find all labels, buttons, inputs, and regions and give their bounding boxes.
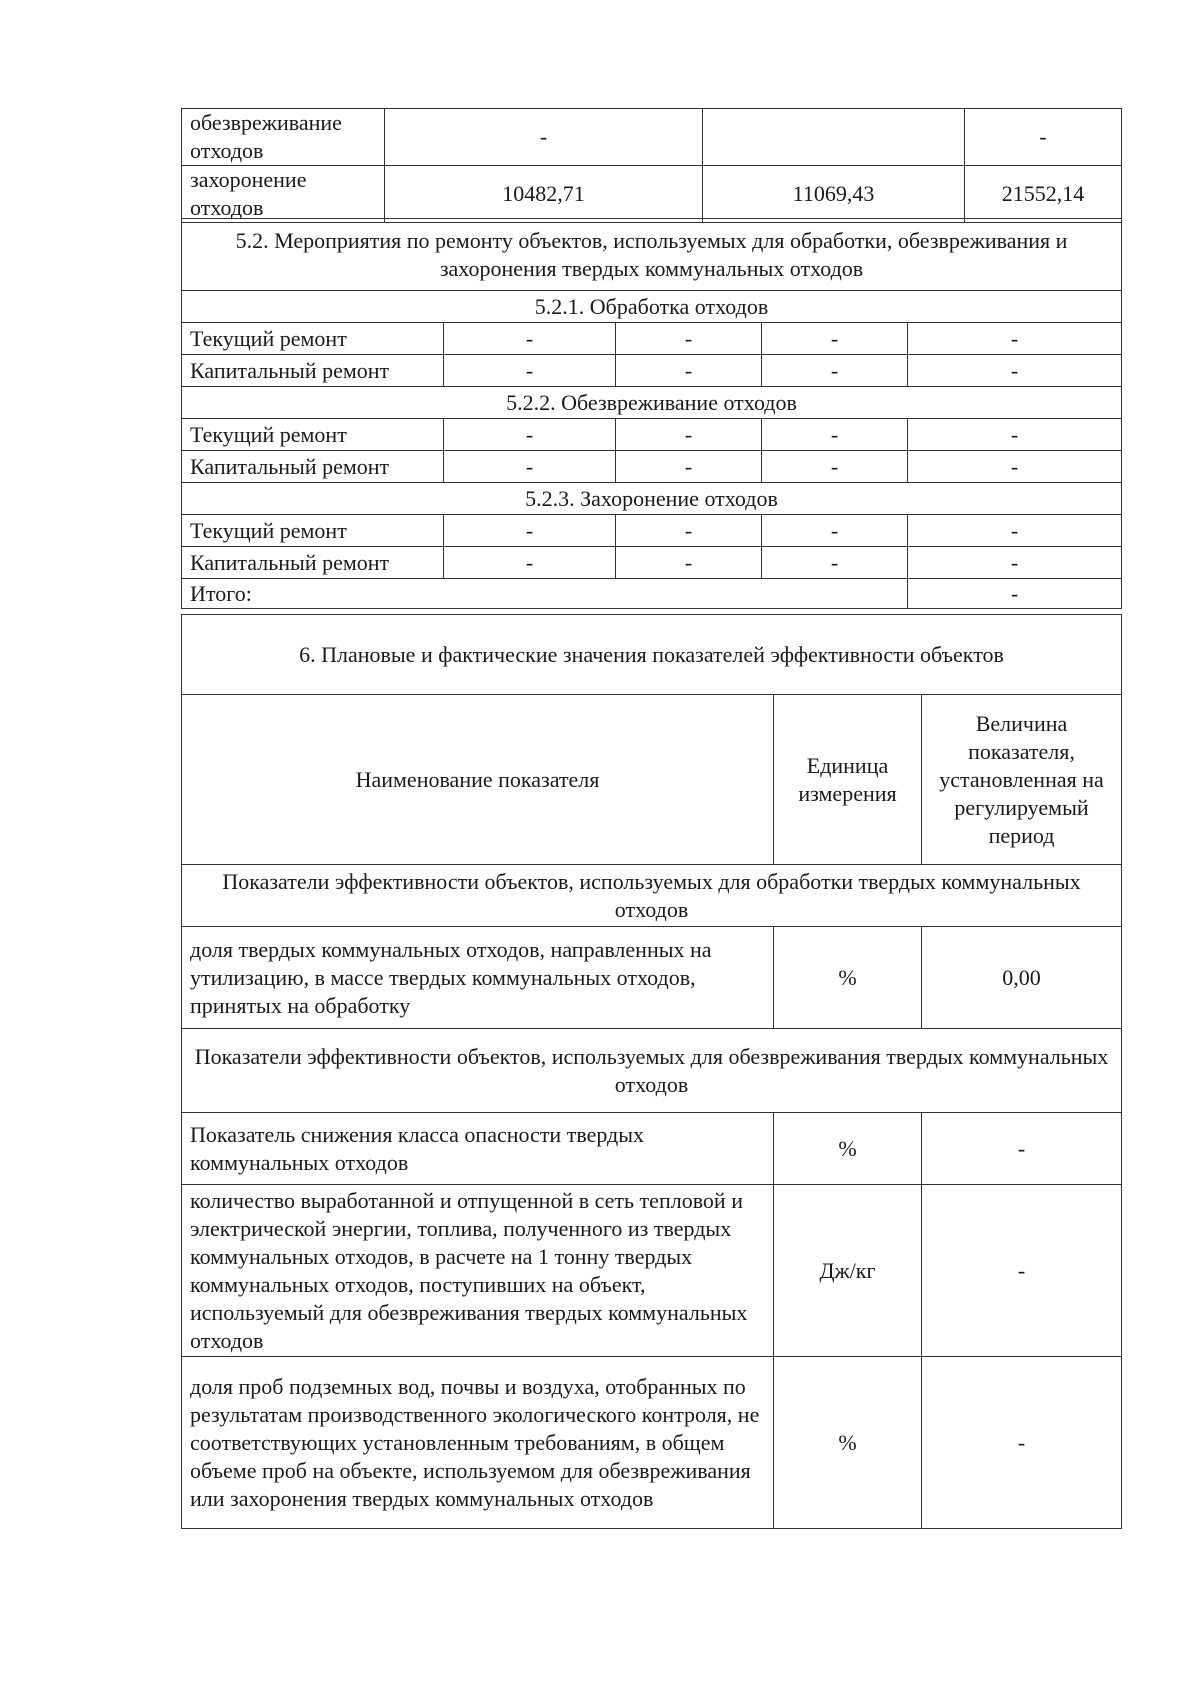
indicator-unit: % (774, 927, 922, 1029)
table-row (182, 323, 1122, 355)
efficiency-indicators-table (181, 614, 1122, 1529)
total-value: - (908, 579, 1122, 609)
row-name: обезвреживание отходов (182, 109, 385, 166)
value-cell: - (616, 451, 762, 483)
repair-activities-table (181, 218, 1122, 609)
section-6-title: 6. Плановые и фактические значения показателей эффективности объектов (182, 615, 1122, 695)
table-row (182, 451, 1122, 483)
indicator-value: 0,00 (922, 927, 1122, 1029)
value-cell: - (762, 419, 908, 451)
value-cell: - (908, 547, 1122, 579)
value-cell: - (616, 419, 762, 451)
header-indicator-name: Наименование показателя (182, 695, 774, 865)
subsection-title: 5.2.1. Обработка отходов (182, 291, 1122, 323)
table-row (182, 355, 1122, 387)
value-cell: - (616, 323, 762, 355)
indicator-value: - (922, 1185, 1122, 1357)
section-5-2-title: 5.2. Мероприятия по ремонту объектов, используемых для обработки, обезвреживания и захоронения твердых коммунальных отходов (182, 219, 1122, 291)
row-label: Текущий ремонт (182, 419, 444, 451)
subsection-title-row (182, 291, 1122, 323)
value-cell: - (965, 109, 1122, 166)
value-cell: - (908, 323, 1122, 355)
subsection-title-row (182, 483, 1122, 515)
row-label: Текущий ремонт (182, 515, 444, 547)
table-row (182, 1357, 1122, 1529)
group-title: Показатели эффективности объектов, используемых для обработки твердых коммунальных отходов (182, 865, 1122, 927)
value-cell: - (616, 515, 762, 547)
value-cell: - (762, 323, 908, 355)
section-title-row (182, 219, 1122, 291)
header-value: Величина показателя, установленная на регулируемый период (922, 695, 1122, 865)
indicator-name: количество выработанной и отпущенной в сеть тепловой и электрической энергии, топлива, полученного из твердых коммунальных отходов, в расчете на 1 тонну твердых коммунальных отходов, поступивших на объект, используемый для обезвреживания твердых коммунальных отходов (182, 1185, 774, 1357)
row-label: Капитальный ремонт (182, 547, 444, 579)
value-cell: - (616, 547, 762, 579)
waste-volume-table (181, 108, 1122, 223)
indicator-value: - (922, 1357, 1122, 1529)
value-cell: - (616, 355, 762, 387)
row-name: захоронение отходов (182, 166, 385, 223)
header-unit: Единица измерения (774, 695, 922, 865)
table-row (182, 1113, 1122, 1185)
value-cell: - (385, 109, 703, 166)
table-row (182, 927, 1122, 1029)
indicator-name: Показатель снижения класса опасности твердых коммунальных отходов (182, 1113, 774, 1185)
value-cell: - (762, 515, 908, 547)
subsection-title-row (182, 387, 1122, 419)
value-cell: - (908, 451, 1122, 483)
total-row (182, 579, 1122, 609)
row-label: Капитальный ремонт (182, 451, 444, 483)
table-row (182, 419, 1122, 451)
table-row (182, 166, 1122, 223)
value-cell: - (762, 451, 908, 483)
value-cell: - (762, 547, 908, 579)
indicator-name: доля проб подземных вод, почвы и воздуха, отобранных по результатам производственного экологического контроля, не соответствующих установленным требованиям, в общем объеме проб на объекте, используемом для обезвреживания или захоронения твердых коммунальных отходов (182, 1357, 774, 1529)
subsection-title: 5.2.2. Обезвреживание отходов (182, 387, 1122, 419)
value-cell: - (908, 355, 1122, 387)
value-cell: - (444, 355, 616, 387)
subsection-title: 5.2.3. Захоронение отходов (182, 483, 1122, 515)
value-cell: - (444, 451, 616, 483)
value-cell: 21552,14 (965, 166, 1122, 223)
table-row (182, 109, 1122, 166)
section-title-row (182, 615, 1122, 695)
table-row (182, 515, 1122, 547)
indicator-unit: % (774, 1113, 922, 1185)
group-title-row (182, 865, 1122, 927)
indicator-name: доля твердых коммунальных отходов, направленных на утилизацию, в массе твердых коммунальных отходов, принятых на обработку (182, 927, 774, 1029)
table-row (182, 547, 1122, 579)
row-label: Капитальный ремонт (182, 355, 444, 387)
indicator-unit: % (774, 1357, 922, 1529)
value-cell: 10482,71 (385, 166, 703, 223)
value-cell: - (444, 419, 616, 451)
value-cell: 11069,43 (703, 166, 965, 223)
total-label: Итого: (182, 579, 908, 609)
value-cell: - (444, 547, 616, 579)
indicator-unit: Дж/кг (774, 1185, 922, 1357)
value-cell: - (908, 419, 1122, 451)
value-cell: - (908, 515, 1122, 547)
value-cell (703, 109, 965, 166)
value-cell: - (762, 355, 908, 387)
group-title: Показатели эффективности объектов, используемых для обезвреживания твердых коммунальных отходов (182, 1029, 1122, 1113)
row-label: Текущий ремонт (182, 323, 444, 355)
indicator-value: - (922, 1113, 1122, 1185)
table-row (182, 1185, 1122, 1357)
value-cell: - (444, 323, 616, 355)
value-cell: - (444, 515, 616, 547)
group-title-row (182, 1029, 1122, 1113)
header-row (182, 695, 1122, 865)
